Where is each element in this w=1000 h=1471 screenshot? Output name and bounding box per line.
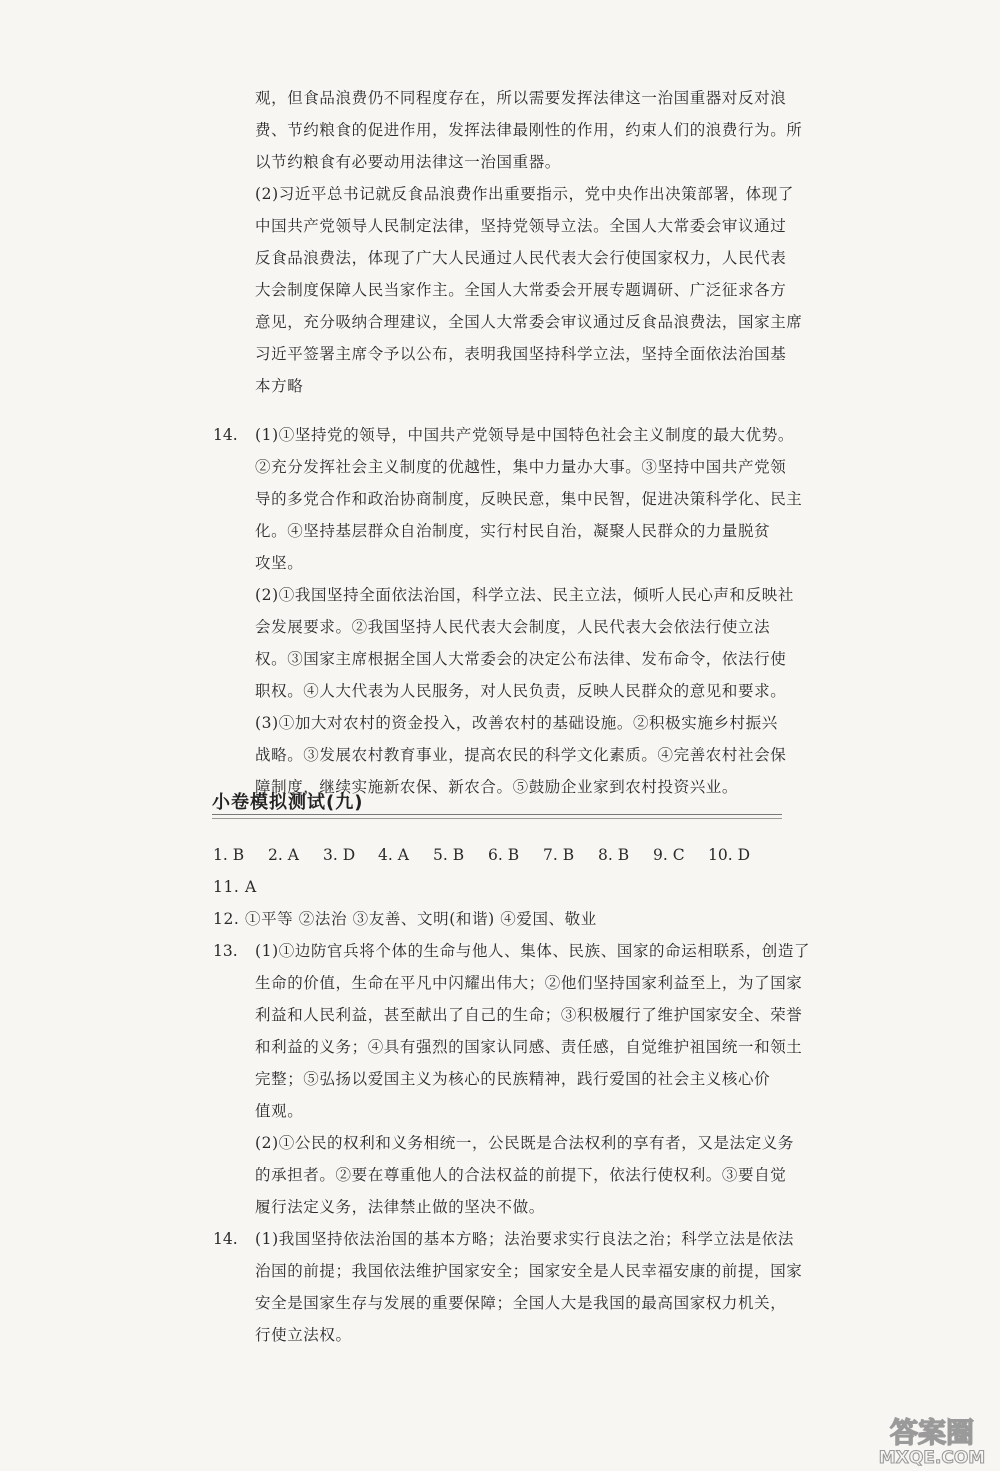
answer-11: 11. A <box>213 878 257 896</box>
text-line: 中国共产党领导人民制定法律，坚持党领导立法。全国人大常委会审议通过 <box>255 217 787 235</box>
mc-answer: 1. B <box>213 846 245 864</box>
question-number: 13. <box>213 942 238 960</box>
text-line: 安全是国家生存与发展的重要保障；全国人大是我国的最高国家权力机关， <box>255 1294 787 1312</box>
question-number: 14. <box>213 426 238 444</box>
text-line: (2)①公民的权利和义务相统一，公民既是合法权利的享有者，又是法定义务 <box>255 1134 794 1152</box>
text-line: 障制度，继续实施新农保、新农合。⑤鼓励企业家到农村投资兴业。 <box>255 778 739 796</box>
mc-answer: 3. D <box>323 846 356 864</box>
text-line: 观，但食品浪费仍不同程度存在，所以需要发挥法律这一治国重器对反对浪 <box>255 89 787 107</box>
mc-answer: 9. C <box>653 846 685 864</box>
question-number: 14. <box>213 1230 238 1248</box>
text-line: (1)①边防官兵将个体的生命与他人、集体、民族、国家的命运相联系，创造了 <box>255 942 811 960</box>
text-line: 履行法定义务，法律禁止做的坚决不做。 <box>255 1198 545 1216</box>
text-line: 生命的价值，生命在平凡中闪耀出伟大；②他们坚持国家利益至上，为了国家 <box>255 974 803 992</box>
text-line: (3)①加大对农村的资金投入，改善农村的基础设施。②积极实施乡村振兴 <box>255 714 778 732</box>
watermark-logo <box>870 1412 995 1467</box>
text-line: 治国的前提；我国依法维护国家安全；国家安全是人民幸福安康的前提，国家 <box>255 1262 803 1280</box>
answer-12: 12. ①平等 ②法治 ③友善、文明(和谐) ④爱国、敬业 <box>213 910 597 928</box>
text-line: (2)①我国坚持全面依法治国，科学立法、民主立法，倾听人民心声和反映社 <box>255 586 794 604</box>
text-line: 本方略 <box>255 377 304 395</box>
text-line: 意见，充分吸纳合理建议，全国人大常委会审议通过反食品浪费法，国家主席 <box>255 313 803 331</box>
text-line: (2)习近平总书记就反食品浪费作出重要指示，党中央作出决策部署，体现了 <box>255 185 794 203</box>
text-line: (1)①坚持党的领导，中国共产党领导是中国特色社会主义制度的最大优势。 <box>255 426 794 444</box>
mc-answer: 5. B <box>433 846 465 864</box>
text-line: 的承担者。②要在尊重他人的合法权益的前提下，依法行使权利。③要自觉 <box>255 1166 787 1184</box>
mc-answer: 10. D <box>708 846 751 864</box>
text-line: 攻坚。 <box>255 554 304 572</box>
text-line: 值观。 <box>255 1102 304 1120</box>
watermark-logo-url: MXQE.COM <box>878 1448 986 1467</box>
text-line: 反食品浪费法，体现了广大人民通过人民代表大会行使国家权力，人民代表 <box>255 249 787 267</box>
section-divider <box>212 814 782 819</box>
text-line: 完整；⑤弘扬以爱国主义为核心的民族精神，践行爱国的社会主义核心价 <box>255 1070 771 1088</box>
watermark-logo-text: 答案圈 <box>889 1416 975 1449</box>
text-line: 和利益的义务；④具有强烈的国家认同感、责任感，自觉维护祖国统一和领土 <box>255 1038 803 1056</box>
text-line: 利益和人民利益，甚至献出了自己的生命；③积极履行了维护国家安全、荣誉 <box>255 1006 803 1024</box>
text-line: 费、节约粮食的促进作用，发挥法律最刚性的作用，约束人们的浪费行为。所 <box>255 121 803 139</box>
text-line: 战略。③发展农村教育事业，提高农民的科学文化素质。④完善农村社会保 <box>255 746 787 764</box>
mc-answer: 6. B <box>488 846 520 864</box>
mc-answer: 4. A <box>378 846 409 864</box>
mc-answer: 7. B <box>543 846 575 864</box>
mc-answer: 2. A <box>268 846 299 864</box>
text-line: ②充分发挥社会主义制度的优越性，集中力量办大事。③坚持中国共产党领 <box>255 458 787 476</box>
text-line: 以节约粮食有必要动用法律这一治国重器。 <box>255 153 561 171</box>
section-title: 小卷模拟测试(九) <box>212 792 364 813</box>
text-line: 权。③国家主席根据全国人大常委会的决定公布法律、发布命令，依法行使 <box>255 650 787 668</box>
text-line: 导的多党合作和政治协商制度，反映民意，集中民智，促进决策科学化、民主 <box>255 490 803 508</box>
text-line: 行使立法权。 <box>255 1326 352 1344</box>
text-line: 习近平签署主席令予以公布，表明我国坚持科学立法，坚持全面依法治国基 <box>255 345 787 363</box>
text-line: 大会制度保障人民当家作主。全国人大常委会开展专题调研、广泛征求各方 <box>255 281 787 299</box>
text-line: 会发展要求。②我国坚持人民代表大会制度，人民代表大会依法行使立法 <box>255 618 771 636</box>
text-line: 化。④坚持基层群众自治制度，实行村民自治，凝聚人民群众的力量脱贫 <box>255 522 771 540</box>
text-line: (1)我国坚持依法治国的基本方略；法治要求实行良法之治；科学立法是依法 <box>255 1230 794 1248</box>
mc-answer: 8. B <box>598 846 630 864</box>
text-line: 职权。④人大代表为人民服务，对人民负责，反映人民群众的意见和要求。 <box>255 682 787 700</box>
